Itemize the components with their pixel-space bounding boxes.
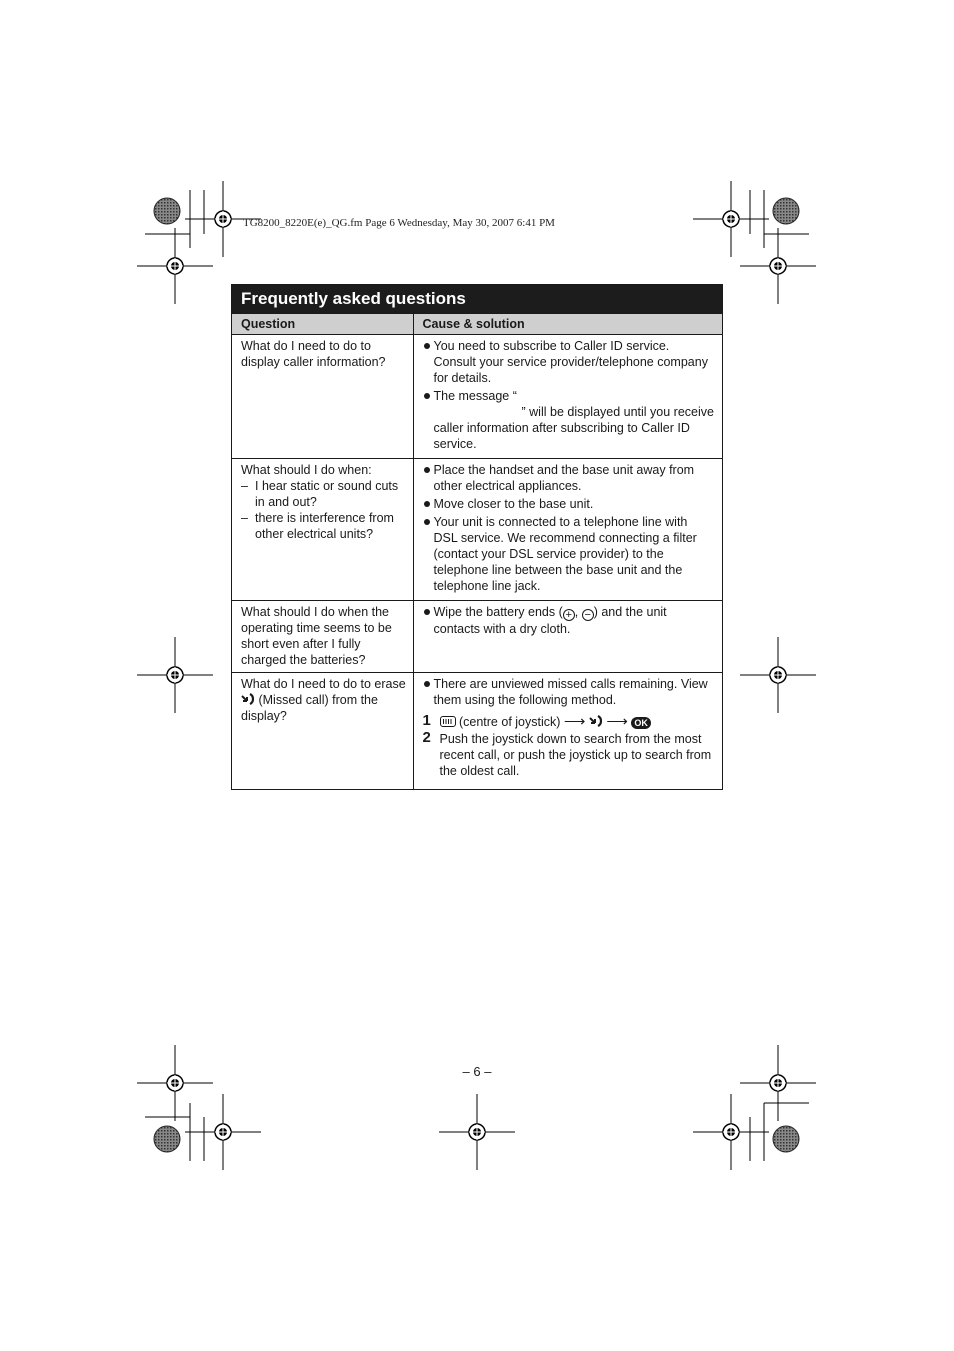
cause-cell [413,459,722,601]
cause-cell [413,601,722,673]
message-suffix: ” [521,405,526,419]
table-row [232,673,722,789]
column-header-question: Question [232,314,413,335]
ok-key-icon: OK [631,717,651,729]
arrow-right-icon: ⟶ [606,713,628,730]
section-title: Frequently asked questions [232,285,722,313]
column-header-cause: Cause & solution [413,314,722,335]
question-cell: What do I need to do to display caller information? [232,335,413,459]
list-item: There are unviewed missed calls remaining. View them using the following method. [423,676,715,708]
faq-section [231,284,723,790]
arrow-right-icon: ⟶ [563,713,586,730]
registration-mark-right [740,637,816,713]
question-intro: What should I do when: [241,463,372,477]
cause-cell [413,335,722,459]
list-item: Move closer to the base unit. [423,496,715,512]
table-row [232,459,722,601]
table-row [232,335,722,459]
step-1: 1 (centre of joystick) ⟶ ⟶ OK [423,714,715,730]
page-number: – 6 – [462,1064,492,1079]
menu-key-icon [440,716,456,727]
missed-call-icon [241,693,255,705]
step-2: 2 Push the joystick down to search from the most recent call, or push the joystick up to search from the oldest call. [422,729,712,778]
registration-mark-left [137,637,213,713]
list-item: Your unit is connected to a telephone line with DSL service. We recommend connecting a filter (contact your DSL service provider) to the telephone line between the base unit and the telephone line jack. [423,514,715,594]
plus-terminal-icon: + [563,609,575,621]
list-item: – I hear static or sound cuts in and out? [241,478,409,510]
print-header: TG8200_8220E(e)_QG.fm Page 6 Wednesday, May 30, 2007 6:41 PM [243,217,555,229]
cause-cell [413,673,722,789]
list-item: Wipe the battery ends ( + , − ) and the unit contacts with a dry cloth. [423,604,715,637]
minus-terminal-icon: − [582,609,594,621]
message-text: will be displayed until you receive caller information after subscribing to Caller ID service. [433,405,714,451]
list-item: You need to subscribe to Caller ID service. Consult your service provider/telephone company for details. [423,338,715,386]
registration-mark-bottom [439,1094,515,1170]
table-header-row [232,314,722,335]
message-prefix: The message “ [433,389,517,403]
list-item [423,388,715,452]
missed-call-icon [589,715,603,727]
question-cell: What should I do when the operating time seems to be short even after I fully charged the batteries? [232,601,413,673]
list-item: Place the handset and the base unit away from other electrical appliances. [423,462,715,494]
question-cell: What do I need to do to erase (Missed call) from the display? [232,673,413,789]
question-cell [232,459,413,601]
table-row [232,601,722,673]
faq-table [232,313,722,789]
list-item: – there is interference from other electrical units? [241,510,409,542]
